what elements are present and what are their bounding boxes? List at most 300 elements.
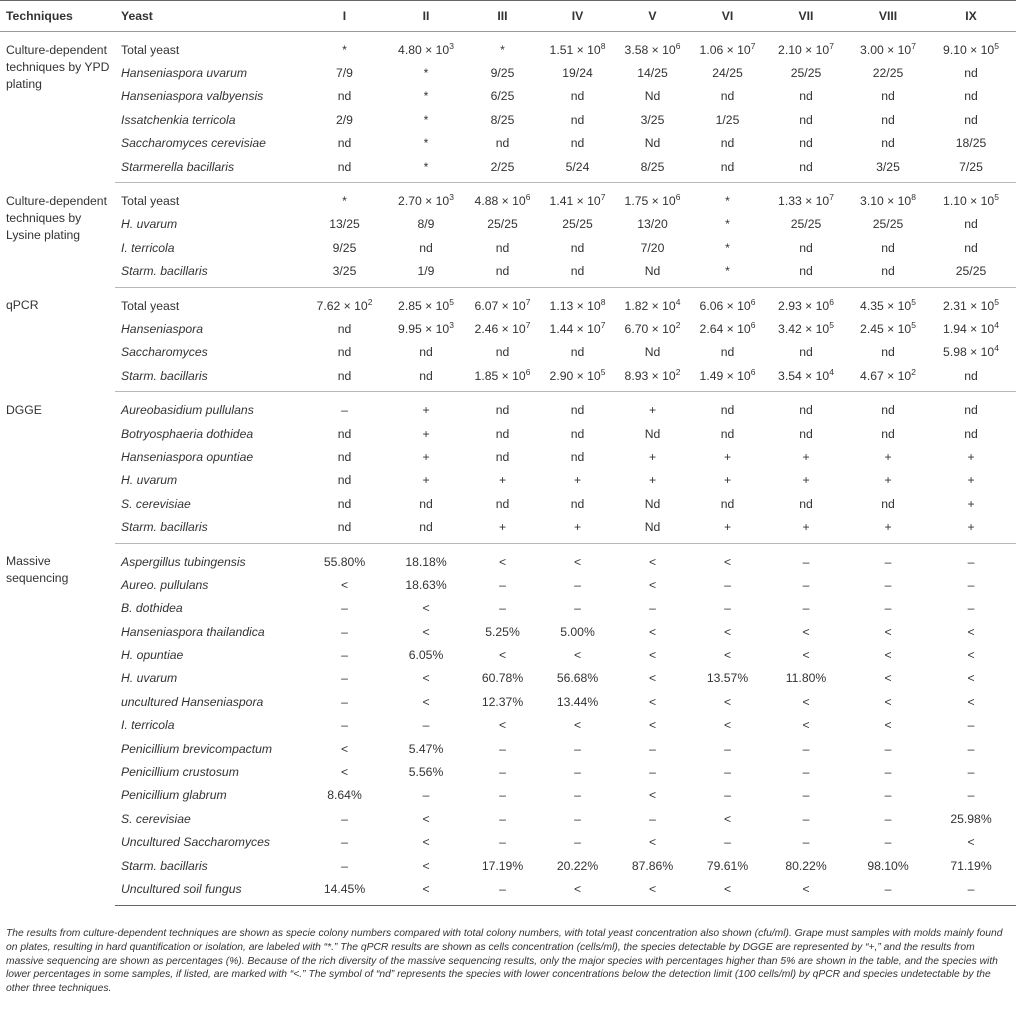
yeast-name: Saccharomyces cerevisiae: [121, 136, 266, 151]
table-cell: <: [422, 835, 430, 850]
table-cell: 7/9: [336, 66, 353, 81]
table-cell: nd: [570, 345, 585, 360]
table-cell: nd: [305, 364, 390, 392]
table-cell: nd: [570, 426, 585, 441]
table-row: [0, 445, 1016, 468]
table-cell: $2.85 \times 10^5$: [398, 296, 454, 313]
table-cell: *: [725, 217, 730, 232]
table-cell: nd: [337, 426, 352, 441]
table-cell: *: [342, 194, 347, 209]
table-cell: 24/25: [712, 66, 743, 81]
exponent: 7: [829, 192, 834, 203]
table-cell: –: [967, 741, 975, 756]
table-row: [0, 831, 1016, 854]
table-row: [0, 287, 1016, 317]
exponent: 7: [829, 40, 834, 51]
yeast-name: Aureo. pullulans: [121, 577, 209, 592]
table-row: [0, 32, 1016, 62]
table-cell: –: [802, 741, 810, 756]
table-cell: $2.90 \times 10^5$: [543, 364, 618, 392]
table-cell: –: [649, 601, 656, 616]
table-cell: nd: [495, 496, 510, 511]
table-cell: $1.13 \times 10^8$: [549, 296, 606, 313]
table-cell: Nd: [644, 426, 661, 441]
table-cell: $6.07 \times 10^7$: [474, 296, 531, 313]
table-cell: –: [649, 811, 656, 826]
exponent: 3: [449, 319, 454, 330]
table-cell: nd: [799, 240, 813, 255]
table-cell: nd: [964, 240, 978, 255]
technique-label: DGGE: [6, 402, 42, 417]
table-cell: 22/25: [872, 66, 904, 81]
table-cell: –: [499, 835, 506, 850]
yeast-name: Starm. bacillaris: [121, 858, 208, 873]
table-cell: 5.00%: [560, 624, 595, 639]
table-cell: <: [648, 671, 657, 686]
table-cell: –: [850, 877, 932, 905]
table-cell: <: [422, 694, 430, 709]
exponent: 6: [750, 319, 756, 330]
table-cell: –: [574, 601, 581, 616]
table-cell: <: [693, 877, 768, 905]
table-cell: nd: [799, 136, 813, 151]
table-cell: nd: [570, 240, 585, 255]
table-cell: 79.61%: [706, 858, 749, 873]
yeast-name: H. uvarum: [121, 473, 178, 488]
table-cell: 7/25: [932, 155, 1016, 183]
table-cell: 8/25: [618, 155, 693, 183]
table-cell: $6.06 \times 10^6$: [699, 296, 756, 313]
table-cell: +: [884, 449, 892, 464]
table-cell: +: [802, 473, 810, 488]
yeast-name: Total yeast: [121, 194, 180, 209]
table-cell: $1.33 \times 10^7$: [778, 192, 834, 209]
table-cell: <: [498, 718, 507, 733]
table-cell: 55.80%: [323, 554, 366, 569]
table-row: [0, 108, 1016, 131]
exponent: 5: [994, 296, 999, 307]
table-cell: $2.46 \times 10^7$: [474, 319, 531, 336]
table-cell: Nd: [644, 496, 661, 511]
table-cell: 14/25: [637, 66, 668, 81]
table-cell: nd: [964, 403, 978, 418]
table-cell: nd: [570, 136, 585, 151]
table-cell: $1.49 \times 10^6$: [693, 364, 768, 392]
exponent: 6: [675, 40, 681, 51]
table-cell: –: [499, 811, 506, 826]
table-cell: nd: [799, 89, 813, 104]
table-cell: <: [422, 624, 430, 639]
yeast-name: Aspergillus tubingensis: [121, 554, 246, 569]
table-cell: +: [422, 473, 430, 488]
table-cell: <: [884, 671, 892, 686]
table-cell: <: [648, 554, 657, 569]
table-cell: –: [341, 601, 348, 616]
table-cell: nd: [768, 260, 850, 288]
table-cell: nd: [720, 89, 735, 104]
table-cell: 1/9: [390, 260, 468, 288]
table-cell: –: [802, 811, 810, 826]
header-sample-V: V: [618, 1, 693, 32]
technique-label: Culture-dependent techniques by Lysine plating: [6, 193, 107, 242]
table-cell: <: [648, 624, 657, 639]
exponent: 6: [675, 192, 681, 203]
table-cell: nd: [850, 260, 932, 288]
table-cell: 2/25: [468, 155, 543, 183]
table-cell: –: [341, 671, 348, 686]
table-cell: $1.41 \times 10^7$: [549, 192, 606, 209]
table-cell: *: [500, 42, 505, 57]
exponent: 8: [600, 40, 606, 51]
table-cell: –: [724, 741, 731, 756]
yeast-name: Uncultured Saccharomyces: [121, 835, 271, 850]
table-cell: *: [423, 66, 429, 81]
table-row: [0, 620, 1016, 643]
table-cell: nd: [881, 403, 895, 418]
table-row: [0, 469, 1016, 492]
table-cell: +: [573, 473, 582, 488]
table-cell: +: [498, 473, 507, 488]
table-row: [0, 854, 1016, 877]
table-cell: +: [967, 473, 975, 488]
table-cell: $1.44 \times 10^7$: [549, 319, 606, 336]
table-cell: <: [723, 554, 732, 569]
table-cell: +: [648, 449, 657, 464]
table-row: [0, 807, 1016, 830]
table-cell: 5/24: [543, 155, 618, 183]
table-cell: <: [648, 788, 657, 803]
table-row: [0, 85, 1016, 108]
table-cell: *: [693, 260, 768, 288]
table-cell: nd: [881, 496, 895, 511]
table-cell: +: [802, 449, 810, 464]
header-sample-IV: IV: [543, 1, 618, 32]
table-cell: 5.25%: [485, 624, 520, 639]
table-cell: nd: [881, 112, 895, 127]
table-cell: <: [884, 648, 892, 663]
table-cell: –: [341, 694, 348, 709]
table-cell: 13/25: [329, 217, 360, 232]
yeast-name: H. opuntiae: [121, 648, 184, 663]
header-sample-III: III: [468, 1, 543, 32]
table-cell: $2.93 \times 10^6$: [778, 296, 834, 313]
table-cell: +: [967, 496, 975, 511]
table-cell: +: [422, 426, 430, 441]
header-sample-IX: IX: [932, 1, 1016, 32]
table-cell: 1/25: [715, 112, 740, 127]
table-cell: $2.31 \times 10^5$: [943, 296, 999, 313]
yeast-name: Starm. bacillaris: [115, 364, 305, 392]
table-cell: –: [802, 835, 810, 850]
table-cell: nd: [964, 217, 978, 232]
table-cell: +: [967, 449, 975, 464]
table-cell: *: [390, 155, 468, 183]
table-cell: –: [884, 788, 892, 803]
table-cell: nd: [799, 112, 813, 127]
yeast-name: Penicillium brevicompactum: [121, 741, 273, 756]
table-cell: nd: [720, 426, 735, 441]
table-cell: nd: [720, 496, 735, 511]
table-cell: $1.75 \times 10^6$: [624, 192, 681, 209]
table-cell: nd: [337, 496, 352, 511]
table-cell: $9.95 \times 10^3$: [398, 319, 454, 336]
table-cell: nd: [390, 364, 468, 392]
table-row: [0, 597, 1016, 620]
table-cell: –: [574, 741, 581, 756]
exponent: 7: [525, 319, 531, 330]
table-cell: nd: [799, 345, 813, 360]
table-cell: –: [499, 601, 506, 616]
table-cell: nd: [337, 136, 352, 151]
table-row: [0, 341, 1016, 364]
exponent: 7: [525, 296, 531, 307]
table-cell: <: [543, 877, 618, 905]
table-cell: *: [342, 42, 347, 57]
table-cell: <: [422, 811, 430, 826]
table-cell: –: [341, 718, 348, 733]
table-cell: +: [693, 515, 768, 543]
table-cell: $1.10 \times 10^5$: [943, 192, 999, 209]
table-cell: <: [648, 694, 657, 709]
table-row: [0, 667, 1016, 690]
table-cell: nd: [881, 426, 895, 441]
table-cell: *: [725, 194, 730, 209]
table-cell: –: [724, 765, 731, 780]
table-cell: 56.68%: [556, 671, 599, 686]
table-cell: <: [422, 601, 430, 616]
table-cell: nd: [720, 136, 735, 151]
table-cell: –: [884, 554, 892, 569]
table-cell: nd: [570, 449, 585, 464]
exponent: 4: [994, 319, 999, 330]
yeast-name: Uncultured soil fungus: [115, 877, 305, 905]
table-cell: <: [498, 648, 507, 663]
table-cell: –: [499, 577, 506, 592]
table-row: [0, 760, 1016, 783]
header-row: [0, 1, 1016, 32]
table-cell: $1.06 \times 10^7$: [699, 40, 756, 57]
table-cell: –: [802, 765, 810, 780]
table-cell: $5.98 \times 10^4$: [943, 343, 999, 360]
table-cell: nd: [768, 155, 850, 183]
table-cell: –: [802, 554, 810, 569]
table-row: [0, 877, 1016, 905]
table-cell: 11.80%: [785, 671, 827, 686]
table-row: [0, 690, 1016, 713]
table-cell: 13.44%: [556, 694, 599, 709]
table-cell: nd: [495, 426, 510, 441]
table-cell: nd: [799, 403, 813, 418]
table-cell: 9/25: [490, 66, 515, 81]
yeast-name: Starmerella bacillaris: [115, 155, 305, 183]
yeast-name: Hanseniaspora thailandica: [121, 624, 265, 639]
table-cell: 25/25: [872, 217, 904, 232]
table-cell: <: [967, 694, 975, 709]
exponent: 5: [911, 296, 916, 307]
table-cell: $2.64 \times 10^6$: [699, 319, 756, 336]
table-cell: $3.54 \times 10^4$: [768, 364, 850, 392]
table-row: [0, 714, 1016, 737]
table-cell: <: [723, 694, 732, 709]
table-cell: –: [884, 811, 892, 826]
table-cell: <: [573, 554, 582, 569]
table-cell: –: [499, 765, 506, 780]
yeast-name: S. cerevisiae: [121, 496, 191, 511]
exponent: 6: [525, 192, 531, 203]
table-cell: +: [723, 473, 732, 488]
table-cell: nd: [305, 515, 390, 543]
table-row: [0, 132, 1016, 155]
table-cell: –: [967, 718, 975, 733]
table-cell: 5.56%: [408, 765, 444, 780]
table-cell: –: [422, 718, 430, 733]
table-cell: –: [574, 577, 581, 592]
table-cell: +: [422, 449, 430, 464]
table-cell: $1.82 \times 10^4$: [624, 296, 681, 313]
table-cell: –: [649, 765, 656, 780]
yeast-name: Penicillium glabrum: [121, 788, 227, 803]
yeast-name: Total yeast: [121, 298, 180, 313]
table-cell: nd: [964, 66, 978, 81]
table-cell: <: [884, 624, 892, 639]
table-row: [0, 364, 1016, 392]
table-cell: nd: [337, 449, 352, 464]
table-cell: <: [390, 877, 468, 905]
table-cell: –: [649, 741, 656, 756]
exponent: 6: [750, 296, 756, 307]
table-cell: –: [932, 877, 1016, 905]
yeast-name: Hanseniaspora opuntiae: [121, 449, 254, 464]
table-cell: –: [884, 835, 892, 850]
exponent: 3: [449, 40, 454, 51]
table-cell: $4.88 \times 10^6$: [474, 192, 531, 209]
table-cell: <: [648, 718, 657, 733]
table-cell: <: [967, 671, 975, 686]
table-cell: Nd: [644, 89, 661, 104]
table-cell: $1.85 \times 10^6$: [468, 364, 543, 392]
table-cell: Nd: [644, 136, 661, 151]
table-row: [0, 392, 1016, 422]
table-cell: $2.45 \times 10^5$: [860, 319, 916, 336]
table-cell: Nd: [644, 345, 661, 360]
table-cell: nd: [799, 496, 813, 511]
exponent: 7: [911, 40, 916, 51]
yeast-name: Hanseniaspora valbyensis: [121, 89, 264, 104]
exponent: 5: [829, 319, 834, 330]
table-cell: *: [423, 136, 429, 151]
table-cell: nd: [964, 426, 978, 441]
table-cell: 25/25: [487, 217, 518, 232]
exponent: 4: [829, 366, 834, 377]
table-cell: +: [884, 473, 892, 488]
table-cell: nd: [720, 403, 735, 418]
table-row: [0, 260, 1016, 288]
table-cell: 14.45%: [305, 877, 390, 905]
yeast-name: H. uvarum: [121, 671, 178, 686]
exponent: 6: [525, 366, 531, 377]
yeast-name: B. dothidea: [121, 601, 183, 616]
technique-label: qPCR: [6, 298, 39, 313]
table-cell: 2/9: [336, 112, 353, 127]
table-cell: nd: [881, 89, 895, 104]
table-cell: 80.22%: [785, 858, 827, 873]
exponent: 5: [911, 319, 916, 330]
table-cell: 7/20: [640, 240, 665, 255]
table-cell: <: [723, 648, 732, 663]
table-row: [0, 515, 1016, 543]
table-cell: nd: [337, 345, 352, 360]
yeast-name: uncultured Hanseniaspora: [121, 694, 264, 709]
exponent: 8: [911, 192, 916, 203]
table-cell: $6.70 \times 10^2$: [624, 319, 681, 336]
table-cell: 6.05%: [408, 648, 444, 663]
table-cell: 8/25: [490, 112, 515, 127]
table-cell: –: [802, 601, 810, 616]
table-cell: <: [884, 718, 892, 733]
table-row: [0, 784, 1016, 807]
table-cell: <: [648, 577, 657, 592]
table-cell: <: [967, 835, 975, 850]
table-cell: +: [468, 515, 543, 543]
table-cell: –: [884, 765, 892, 780]
exponent: 8: [600, 296, 606, 307]
table-cell: +: [723, 449, 732, 464]
table-cell: nd: [932, 364, 1016, 392]
exponent: 2: [675, 366, 681, 377]
table-cell: –: [341, 811, 348, 826]
table-cell: –: [574, 765, 581, 780]
table-cell: nd: [495, 136, 510, 151]
table-cell: –: [341, 624, 348, 639]
exponent: 7: [600, 192, 606, 203]
table-cell: <: [884, 694, 892, 709]
exponent: 7: [600, 319, 606, 330]
table-cell: <: [723, 718, 732, 733]
table-cell: nd: [570, 403, 585, 418]
table-cell: <: [340, 577, 349, 592]
table-cell: –: [884, 577, 892, 592]
table-cell: –: [802, 577, 810, 592]
table-cell: nd: [495, 403, 510, 418]
table-cell: 18/25: [955, 136, 987, 151]
table-row: [0, 213, 1016, 236]
table-cell: <: [573, 718, 582, 733]
header-sample-VIII: VIII: [850, 1, 932, 32]
table-cell: –: [574, 811, 581, 826]
header-sample-I: I: [305, 1, 390, 32]
table-cell: 25/25: [932, 260, 1016, 288]
table-cell: <: [802, 624, 810, 639]
table-cell: 12.37%: [481, 694, 524, 709]
table-cell: $3.42 \times 10^5$: [778, 319, 834, 336]
exponent: 2: [675, 319, 681, 330]
table-cell: nd: [543, 260, 618, 288]
table-cell: nd: [964, 89, 978, 104]
table-cell: 13.57%: [706, 671, 749, 686]
table-cell: nd: [495, 240, 510, 255]
table-cell: nd: [720, 345, 735, 360]
table-cell: 98.10%: [867, 858, 909, 873]
table-cell: +: [648, 403, 657, 418]
table-row: [0, 155, 1016, 183]
exponent: 6: [750, 366, 756, 377]
table-cell: 13/20: [637, 217, 668, 232]
table-cell: –: [499, 788, 506, 803]
table-cell: $7.62 \times 10^2$: [316, 296, 373, 313]
table-cell: nd: [495, 449, 510, 464]
header-sample-II: II: [390, 1, 468, 32]
table-cell: 25/25: [562, 217, 593, 232]
